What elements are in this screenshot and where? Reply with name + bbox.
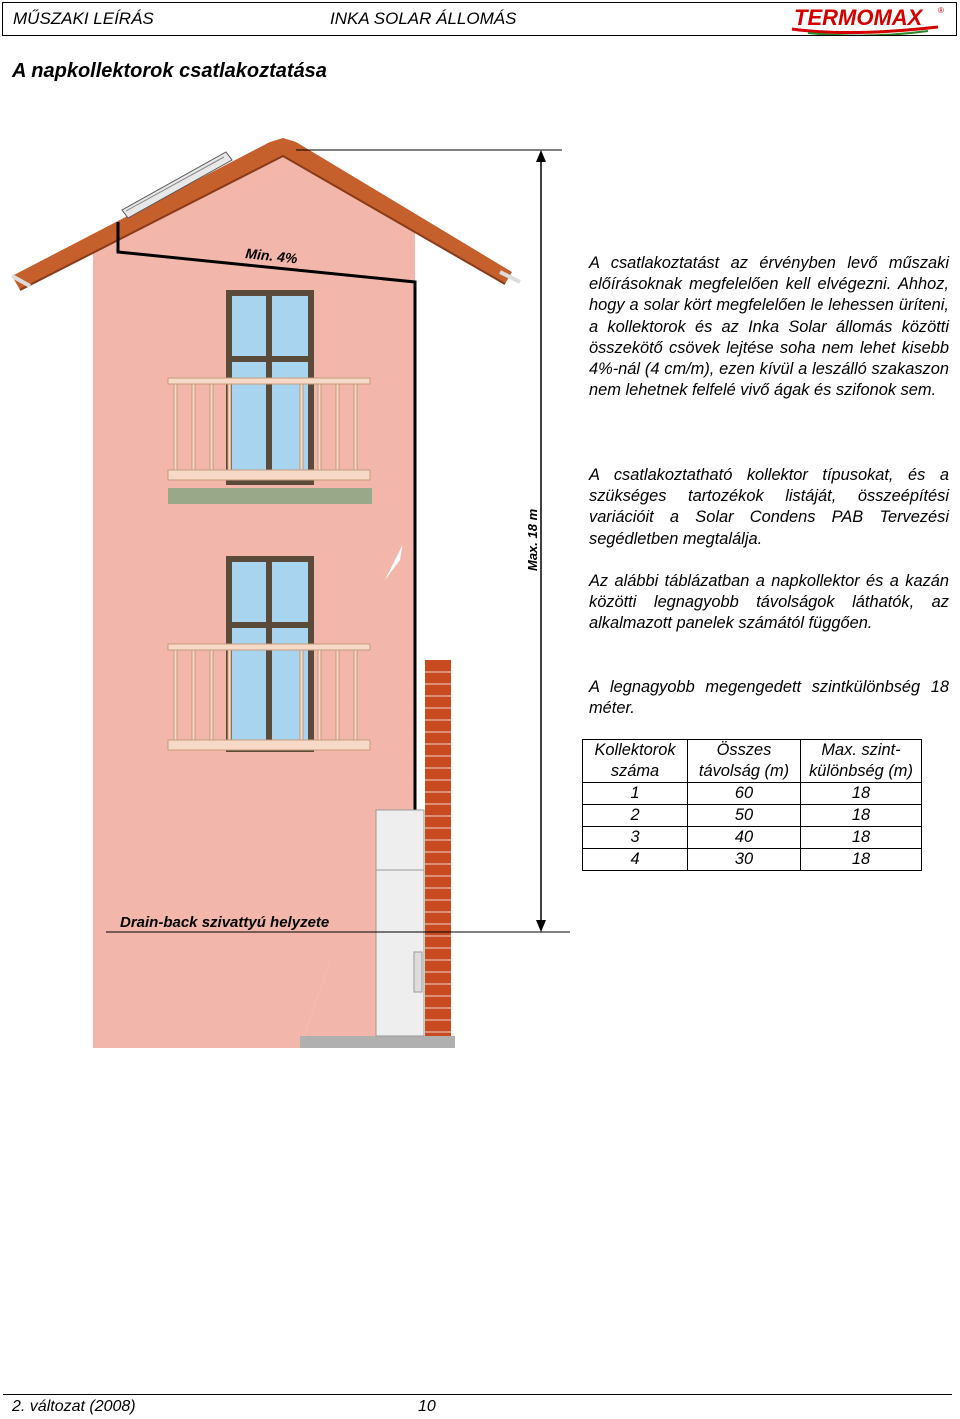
paragraph-table-intro: Az alábbi táblázatban a napkollektor és a kazán közötti legnagyobb távolságok láthatók, az alkalmazott panelek számától függően. (589, 572, 949, 633)
col-header-collectors: Kollektorok száma (583, 740, 688, 783)
table-header-row (583, 740, 922, 783)
table-row: 3 40 18 (583, 827, 922, 849)
house-illustration (0, 130, 580, 1060)
height-label: Max. 18 m (525, 508, 540, 571)
page-title: A napkollektorok csatlakoztatása (12, 60, 327, 82)
header-product: INKA SOLAR ÁLLOMÁS (330, 9, 517, 28)
col-header-height: Max. szint- különbség (m) (801, 740, 922, 783)
table-row: 2 50 18 (583, 805, 922, 827)
footer-version: 2. változat (2008) (12, 1398, 136, 1415)
paragraph-max-height: A legnagyobb megengedett szintkülönbség 18 méter. (589, 678, 949, 718)
solar-station-unit (376, 810, 424, 1036)
pump-position-label: Drain-back szivattyú helyzete (120, 914, 330, 931)
page-header (2, 2, 957, 36)
col-header-distance: Összes távolság (m) (688, 740, 801, 783)
termomax-logo (788, 3, 948, 35)
brick-column (425, 660, 451, 1048)
header-doc-type: MŰSZAKI LEÍRÁS (13, 9, 154, 28)
paragraph-connection: A csatlakoztatást az érvényben levő műszaki előírásoknak megfelelően kell elvégezni. Ahhoz, hogy a solar kört megfelelően le lehessen üríteni, a kollektorok és az Inka Solar állomás közötti összekötő csövek lejtése soha nem lehet kisebb 4%-nál (4 cm/m), ezen kívül a leszálló szakaszon nem lehetnek felfelé vivő ágak és szifonok sem. (589, 254, 949, 400)
slope-label: Min. 4% (244, 245, 299, 267)
ground (300, 1036, 455, 1048)
footer-divider (3, 1394, 952, 1395)
table-row: 1 60 18 (583, 783, 922, 805)
svg-text:®: ® (938, 6, 944, 15)
distance-table (582, 739, 922, 871)
logo-text: TERMOMAX (794, 5, 923, 30)
paragraph-collector-types: A csatlakoztatható kollektor típusokat, és a szükséges tartozékok listáját, összeépítési variációit a Solar Condens PAB Tervezési segédletben megtalálja. (589, 466, 949, 548)
table-row: 4 30 18 (583, 849, 922, 871)
page-number: 10 (418, 1398, 436, 1415)
